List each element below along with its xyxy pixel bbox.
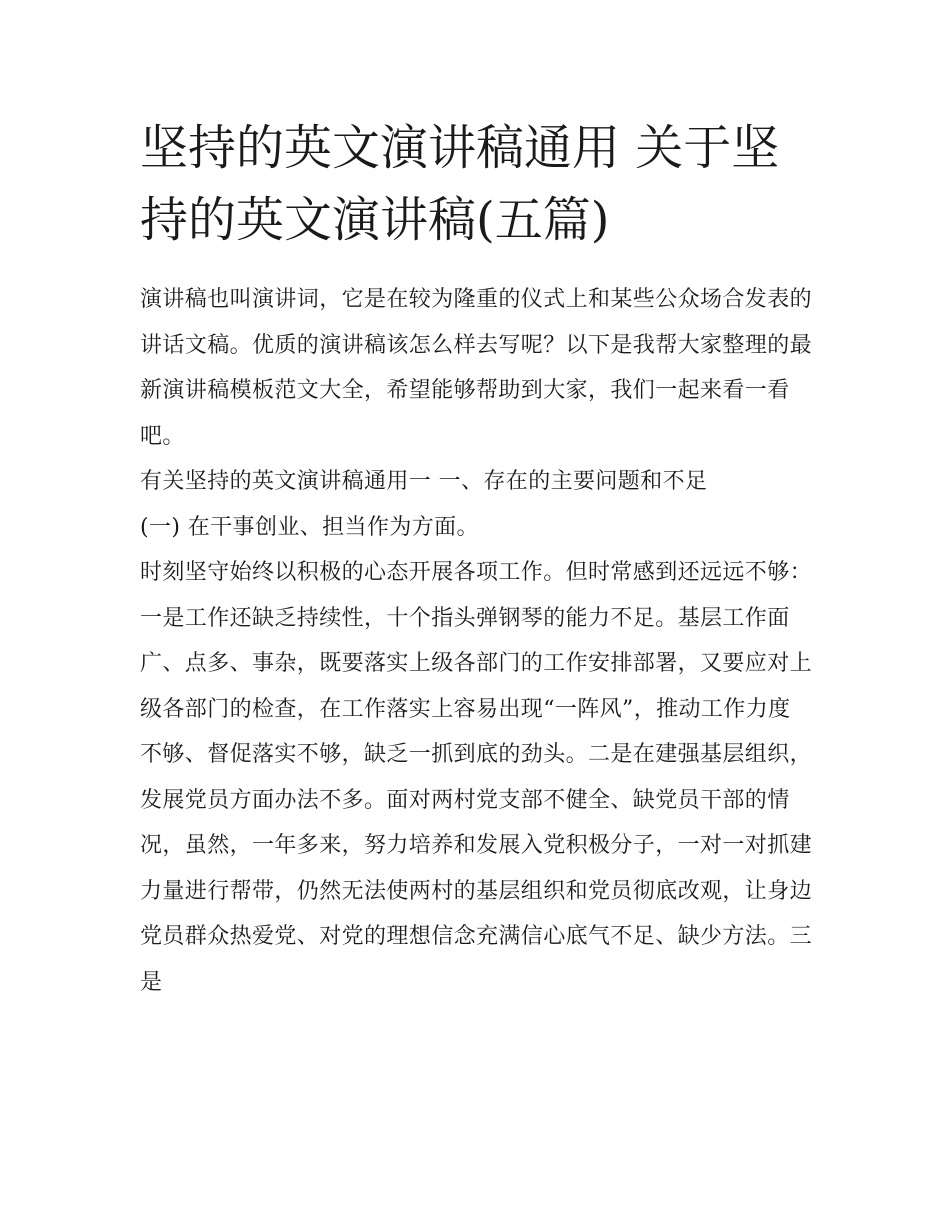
section-subheading: (一) 在干事创业、担当作为方面。 <box>140 514 479 540</box>
body-paragraph: 时刻坚守始终以积极的心态开展各项工作。但时常感到还远远不够：一是工作还缺乏持续性，十个指头弹钢琴的能力不足。基层工作面广、点多、事杂，既要落实上级各部门的工作安排部署，又要应对上级各部门的检查，在工作落实上容易出现“一阵风”，推动工作力度不够、督促落实不够，缺乏一抓到底的劲头。二是在建强基层组织，发展党员方面办法不多。面对两村党支部不健全、缺党员干部的情况，虽然，一年多来，努力培养和发展入党积极分子，一对一对抓建力量进行帮带，仍然无法使两村的基层组织和党员彻底改观，让身边党员群众热爱党、对党的理想信念充满信心底气不足、缺少方法。三是 <box>140 560 813 995</box>
section-heading: 有关坚持的英文演讲稿通用一 一、存在的主要问题和不足 <box>140 469 708 494</box>
document-body <box>140 277 812 1005</box>
document-title: 坚持的英文演讲稿通用 关于坚持的英文演讲稿(五篇) <box>140 120 780 248</box>
intro-paragraph: 演讲稿也叫演讲词，它是在较为隆重的仪式上和某些公众场合发表的讲话文稿。优质的演讲稿该怎么样去写呢？以下是我帮大家整理的最新演讲稿模板范文大全，希望能够帮助到大家，我们一起来看一看吧。 <box>140 287 813 449</box>
